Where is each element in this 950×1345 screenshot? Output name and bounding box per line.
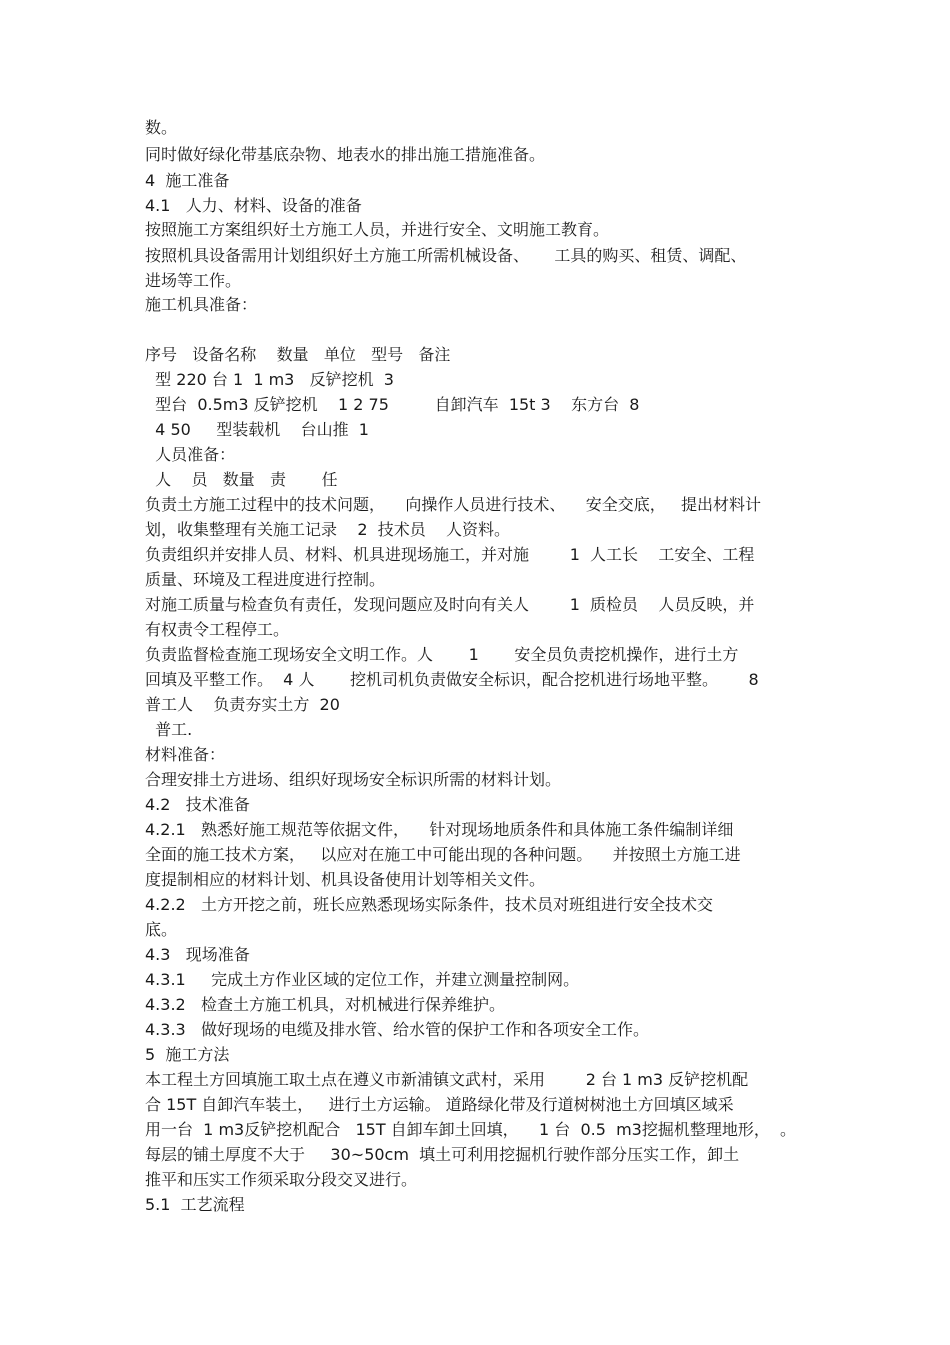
text-line: 按照机具设备需用计划组织好土方施工所需机械设备、 工具的购买、租赁、调配、 [145,246,747,265]
subsection-heading: 4.1 人力、材料、设备的准备 [145,196,362,215]
text-line: 划，收集整理有关施工记录 2 技术员 人资料。 [145,520,511,539]
text-line: 合理安排土方进场、组织好现场安全标识所需的材料计划。 [145,770,562,789]
text-line: 数。 [145,118,178,137]
section-heading: 4 施工准备 [145,171,230,190]
text-line: 每层的铺土厚度不大于 30~50cm 填土可利用挖掘机行驶作部分压实工作，卸土 [145,1145,740,1164]
text-line: 底。 [145,920,178,939]
text-line: 合 15T 自卸汽车装土， 进行土方运输。 道路绿化带及行道树树池土方回填区域采 [145,1095,734,1114]
text-line: 度提制相应的材料计划、机具设备使用计划等相关文件。 [145,870,546,889]
table-line: 型 220 台 1 1 m3 反铲挖机 3 [145,370,394,389]
text-line: 质量、环境及工程进度进行控制。 [145,570,386,589]
text-line: 4.3.2 检查土方施工机具，对机械进行保养维护。 [145,995,505,1014]
text-line: 按照施工方案组织好土方施工人员，并进行安全、文明施工教育。 [145,220,610,239]
text-line: 对施工质量与检查负有责任，发现问题应及时向有关人 1 质检员 人员反映，并 [145,595,755,614]
subsection-heading: 5.1 工艺流程 [145,1195,245,1214]
text-line: 人员准备： [145,445,236,464]
text-line: 施工机具准备： [145,295,258,314]
text-line: 4.2.2 土方开挖之前，班长应熟悉现场实际条件，技术员对班组进行安全技术交 [145,895,713,914]
text-line: 普工人 负责夯实土方 20 [145,695,340,714]
subsection-heading: 4.2 技术准备 [145,795,250,814]
text-line: 普工. [145,720,193,739]
text-line: 回填及平整工作。 4 人 挖机司机负责做安全标识，配合挖机进行场地平整。 8 [145,670,759,689]
text-line: 4.3.3 做好现场的电缆及排水管、给水管的保护工作和各项安全工作。 [145,1020,649,1039]
table-line: 4 50 型装载机 台山推 1 [145,420,369,439]
table-header-line: 序号 设备名称 数量 单位 型号 备注 [145,345,451,364]
text-line: 用一台 1 m3反铲挖机配合 15T 自卸车卸土回填， 1 台 0.5 m3挖掘机整理地形， 。 [145,1120,797,1139]
text-line: 全面的施工技术方案， 以应对在施工中可能出现的各种问题。 并按照土方施工进 [145,845,741,864]
table-header-line: 人 员 数量 责 任 [145,470,338,489]
text-line: 负责监督检查施工现场安全文明工作。人 1 安全员负责挖机操作，进行土方 [145,645,739,664]
section-heading: 5 施工方法 [145,1045,230,1064]
text-line: 材料准备： [145,745,226,764]
text-line: 负责组织并安排人员、材料、机具进现场施工，并对施 1 人工长 工安全、工程 [145,545,755,564]
text-line: 同时做好绿化带基底杂物、地表水的排出施工措施准备。 [145,145,546,164]
subsection-heading: 4.3 现场准备 [145,945,250,964]
text-line: 4.2.1 熟悉好施工规范等依据文件， 针对现场地质条件和具体施工条件编制详细 [145,820,734,839]
text-line: 本工程土方回填施工取土点在遵义市新浦镇文武村，采用 2 台 1 m3 反铲挖机配 [145,1070,749,1089]
text-line: 有权责令工程停工。 [145,620,290,639]
text-line: 推平和压实工作须采取分段交叉进行。 [145,1170,418,1189]
text-line: 进场等工作。 [145,271,242,290]
text-line: 4.3.1 完成土方作业区域的定位工作，并建立测量控制网。 [145,970,580,989]
text-line: 负责土方施工过程中的技术问题， 向操作人员进行技术、 安全交底， 提出材料计 [145,495,761,514]
table-line: 型台 0.5m3 反铲挖机 1 2 75 自卸汽车 15t 3 东方台 8 [145,395,640,414]
